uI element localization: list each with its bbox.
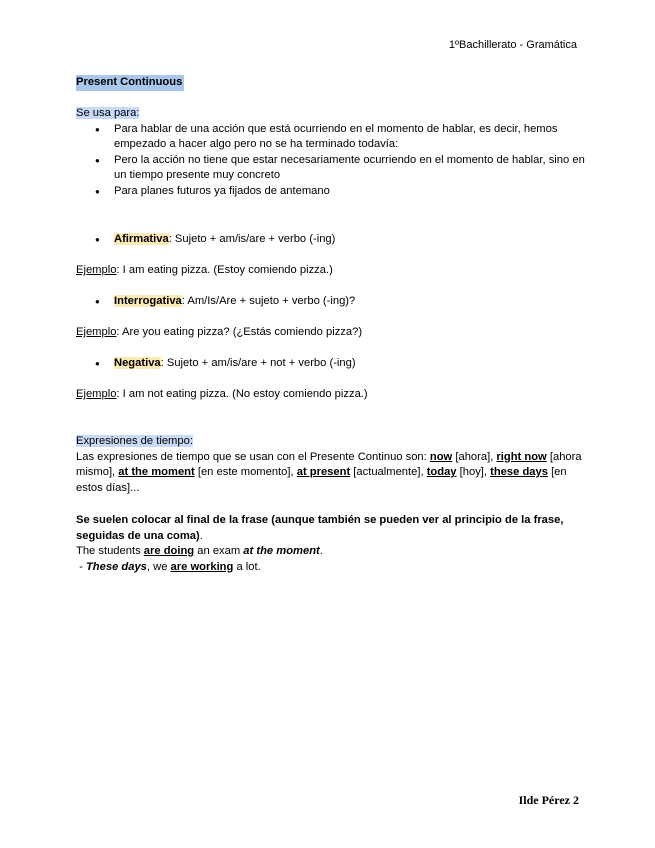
interrogative-form	[76, 294, 586, 310]
example-label: Ejemplo	[76, 264, 117, 276]
time-expressions-section	[76, 434, 586, 496]
expr-at-the-moment: at the moment	[118, 466, 195, 478]
placement-note: Se suelen colocar al final de la frase (aunque también se pueden ver al principio de la frase, seguidas de una coma).	[76, 514, 564, 542]
expr-at-present: at present	[296, 466, 351, 478]
expr-today: today	[426, 466, 457, 478]
interrogative-label: Interrogativa	[114, 295, 182, 307]
negative-form	[76, 356, 586, 372]
list-item: ● Negativa: Sujeto + am/is/are + not + verbo (-ing)	[76, 356, 586, 372]
uses-list	[76, 122, 586, 200]
page-footer: Ilde Pérez 2	[518, 793, 579, 807]
affirmative-form	[76, 232, 586, 248]
example-label: Ejemplo	[76, 388, 117, 400]
page-header: 1ºBachillerato - Gramática	[448, 39, 577, 51]
interrogative-example: Ejemplo: Are you eating pizza? (¿Estás comiendo pizza?)	[76, 326, 363, 338]
expr-these-days: these days	[490, 466, 548, 478]
list-item: ● Interrogativa: Am/Is/Are + sujeto + verbo (-ing)?	[76, 294, 586, 310]
expr-now: now	[429, 450, 453, 463]
list-item: ● Pero la acción no tiene que estar necesariamente ocurriendo en el momento de hablar, sino en un tiempo presente muy concreto	[76, 153, 586, 184]
time-expressions-paragraph: Las expresiones de tiempo que se usan con el Presente Continuo son: now [ahora], right now [ahora mismo], at the moment [en este momento], at present [actualmente], today [hoy], these days [en estos días]...	[76, 450, 582, 494]
uses-section	[76, 106, 586, 199]
list-item: ● Para hablar de una acción que está ocurriendo en el momento de hablar, es decir, hemos empezado a hacer algo pero no se ha terminado todavía:	[76, 122, 586, 153]
uses-heading: Se usa para:	[76, 107, 140, 119]
placement-example-1: The students are doing an exam at the moment.	[76, 545, 323, 557]
placement-section	[76, 513, 586, 575]
negative-example: Ejemplo: I am not eating pizza. (No estoy comiendo pizza.)	[76, 388, 368, 400]
affirmative-example: Ejemplo: I am eating pizza. (Estoy comiendo pizza.)	[76, 264, 333, 276]
negative-label: Negativa	[114, 357, 161, 369]
placement-example-2: - These days, we are working a lot.	[76, 560, 261, 573]
expr-right-now: right now	[496, 450, 547, 463]
time-expressions-heading: Expresiones de tiempo:	[76, 435, 193, 447]
page-title: Present Continuous	[76, 75, 184, 91]
example-label: Ejemplo	[76, 326, 117, 338]
uses-label: Se usa para	[76, 107, 137, 119]
list-item: ● Afirmativa: Sujeto + am/is/are + verbo (-ing)	[76, 232, 586, 248]
list-item: ● Para planes futuros ya fijados de antemano	[76, 184, 586, 200]
affirmative-label: Afirmativa	[114, 233, 169, 245]
